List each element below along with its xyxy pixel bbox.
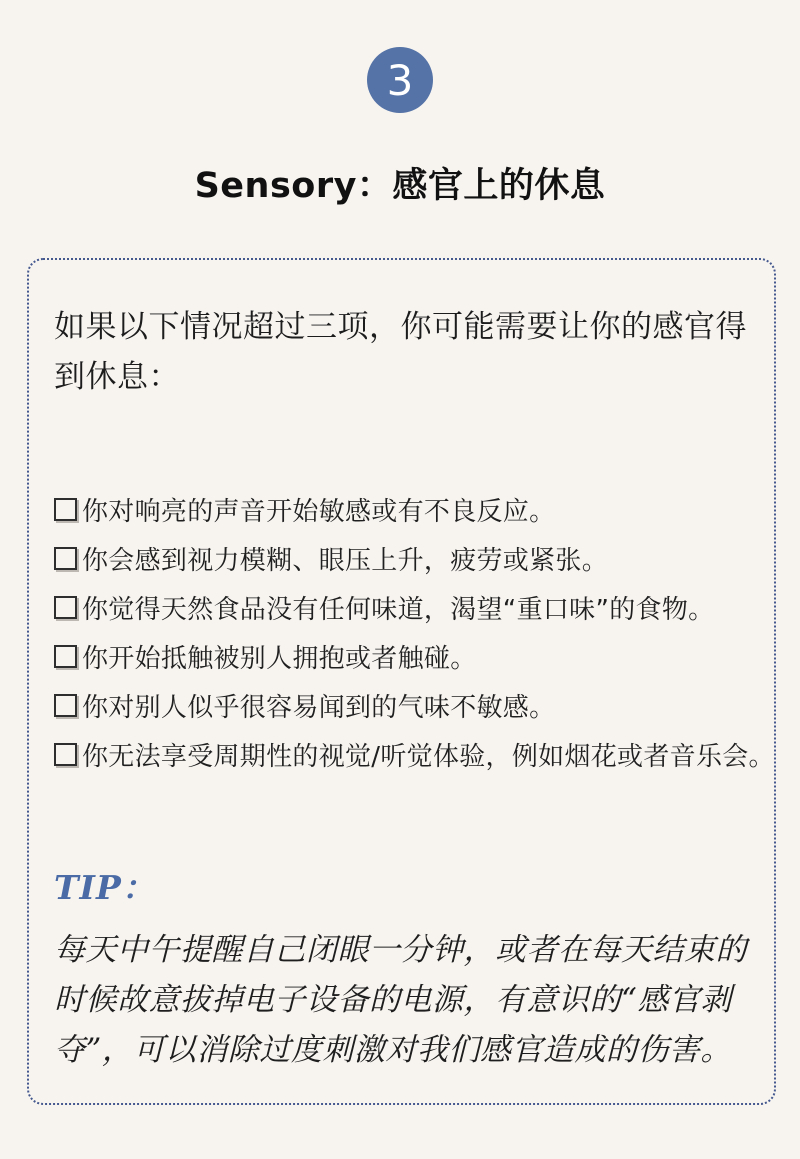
checkbox-icon [54, 498, 77, 521]
section-number: 3 [386, 55, 414, 105]
tip-label: TIP： [54, 868, 156, 907]
checklist-item [54, 681, 750, 730]
section-number-badge [367, 47, 433, 113]
checklist-item [54, 583, 750, 632]
checkbox-icon [54, 645, 77, 668]
checkbox-icon [54, 743, 77, 766]
tip-text: 每天中午提醒自己闭眼一分钟，或者在每天结束的时候故意拔掉电子设备的电源，有意识的“感官剥夺”，可以消除过度刺激对我们感官造成的伤害。 [54, 932, 747, 1068]
checkbox-icon [54, 694, 77, 717]
checklist-item-text: 你对别人似乎很容易闻到的气味不敏感。 [82, 693, 556, 723]
checklist-item-text: 你无法享受周期性的视觉/听觉体验，例如烟花或者音乐会。 [82, 742, 775, 772]
checkbox-icon [54, 547, 77, 570]
checklist-item [54, 730, 775, 779]
checklist-item [54, 534, 750, 583]
intro-text: 如果以下情况超过三项，你可能需要让你的感官得到休息： [54, 309, 747, 395]
checklist-item-text: 你对响亮的声音开始敏感或有不良反应。 [82, 497, 556, 527]
checklist-item-text: 你觉得天然食品没有任何味道，渴望“重口味”的食物。 [82, 595, 715, 625]
checklist-card [27, 258, 776, 1105]
checklist-item-text: 你开始抵触被别人拥抱或者触碰。 [82, 644, 477, 674]
checklist-item [54, 632, 750, 681]
checkbox-icon [54, 596, 77, 619]
page-title: Sensory：感官上的休息 [194, 166, 606, 206]
checklist-item-text: 你会感到视力模糊、眼压上升，疲劳或紧张。 [82, 546, 609, 576]
checklist-item [54, 485, 750, 534]
checklist [54, 485, 775, 779]
